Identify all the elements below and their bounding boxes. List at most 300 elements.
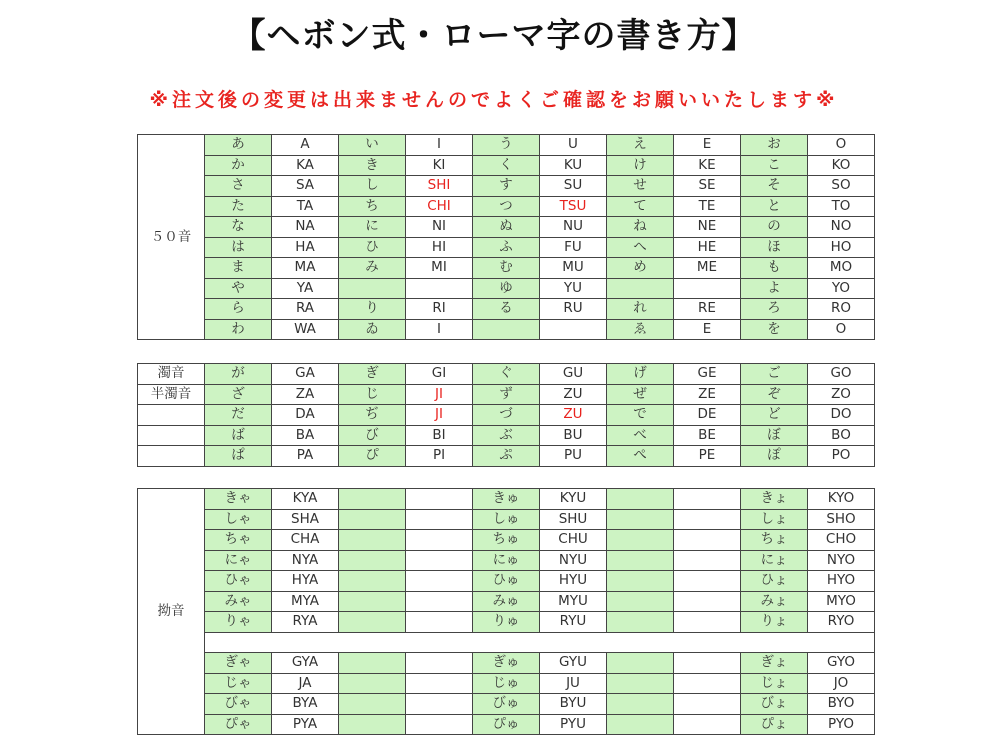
romaji-cell: NE [674,217,741,238]
kana-cell [607,571,674,592]
kana-cell [339,278,406,299]
romaji-cell: DE [674,405,741,426]
kana-cell: け [607,155,674,176]
table-row [138,384,875,405]
romaji-cell [406,591,473,612]
table-row [138,319,875,340]
kana-cell: ぴゅ [473,714,540,735]
romaji-cell: RYA [272,612,339,633]
kana-cell [339,714,406,735]
romaji-cell: DA [272,405,339,426]
romaji-cell: SHU [540,509,607,530]
kana-cell: ほ [741,237,808,258]
romaji-cell: NU [540,217,607,238]
kana-cell [339,673,406,694]
kana-cell: が [205,364,272,385]
romaji-cell: YA [272,278,339,299]
romaji-cell: MA [272,258,339,279]
romaji-cell: PU [540,446,607,467]
romaji-cell: MYA [272,591,339,612]
kana-cell: じょ [741,673,808,694]
section-label: 拗音 [138,489,205,735]
romaji-cell: GI [406,364,473,385]
kana-cell: ゆ [473,278,540,299]
table-row [138,550,875,571]
romaji-cell [406,612,473,633]
romaji-cell: A [272,135,339,156]
kana-cell: ぶ [473,425,540,446]
romaji-cell: HA [272,237,339,258]
romaji-cell: BYA [272,694,339,715]
romaji-cell: ZO [808,384,875,405]
kana-cell: ぴょ [741,714,808,735]
romaji-cell: BE [674,425,741,446]
romaji-cell: NA [272,217,339,238]
romaji-cell: HYU [540,571,607,592]
romaji-cell: SHA [272,509,339,530]
kana-cell [607,591,674,612]
kana-cell: つ [473,196,540,217]
kana-cell: め [607,258,674,279]
kana-cell [339,591,406,612]
romaji-cell: E [674,135,741,156]
kana-cell: な [205,217,272,238]
kana-cell: ば [205,425,272,446]
kana-cell: きゅ [473,489,540,510]
kana-cell [607,714,674,735]
romaji-cell [540,319,607,340]
romaji-cell: SU [540,176,607,197]
kana-cell: ぜ [607,384,674,405]
kana-cell: ぎ [339,364,406,385]
romaji-cell [674,530,741,551]
kana-cell: ゑ [607,319,674,340]
kana-cell: ぽ [741,446,808,467]
romaji-cell: PYA [272,714,339,735]
romaji-cell: GA [272,364,339,385]
table-row [138,673,875,694]
kana-cell: る [473,299,540,320]
romaji-cell: KA [272,155,339,176]
romaji-cell [406,571,473,592]
kana-cell: ど [741,405,808,426]
romaji-cell: GO [808,364,875,385]
row-label [138,425,205,446]
kana-cell: こ [741,155,808,176]
romaji-cell: KYU [540,489,607,510]
romaji-cell: JI [406,384,473,405]
kana-cell: ひょ [741,571,808,592]
romaji-cell: ZE [674,384,741,405]
kana-cell: ぎゃ [205,653,272,674]
romaji-cell [406,673,473,694]
kana-cell: ぞ [741,384,808,405]
romaji-cell: MYU [540,591,607,612]
table-row [138,509,875,530]
romaji-cell: MU [540,258,607,279]
romaji-cell: JI [406,405,473,426]
kana-cell: みゃ [205,591,272,612]
kana-cell: も [741,258,808,279]
romaji-cell [674,714,741,735]
table-row [138,176,875,197]
kana-cell [339,653,406,674]
romaji-cell: BYO [808,694,875,715]
kana-cell: ず [473,384,540,405]
kana-cell: さ [205,176,272,197]
romaji-cell: I [406,135,473,156]
gojuon-table [137,134,875,340]
romaji-cell [406,489,473,510]
table-row [138,632,875,653]
romaji-cell: HYA [272,571,339,592]
kana-cell: や [205,278,272,299]
dakuon-table [137,363,875,467]
kana-cell: にゃ [205,550,272,571]
table-row [138,489,875,510]
kana-cell: だ [205,405,272,426]
romaji-cell [674,591,741,612]
kana-cell: い [339,135,406,156]
spacer-row [205,632,875,653]
romaji-cell: SO [808,176,875,197]
kana-cell: じゅ [473,673,540,694]
table-row [138,612,875,633]
kana-cell: ざ [205,384,272,405]
table-row [138,196,875,217]
kana-cell: み [339,258,406,279]
kana-cell: た [205,196,272,217]
page-title: 【ヘボン式・ローマ字の書き方】 [231,16,757,56]
kana-cell: れ [607,299,674,320]
kana-cell: しゃ [205,509,272,530]
section-label: ５０音 [138,135,205,340]
kana-cell: ちょ [741,530,808,551]
kana-cell: ゐ [339,319,406,340]
kana-cell: ぺ [607,446,674,467]
romaji-cell: RYU [540,612,607,633]
kana-cell [607,694,674,715]
romaji-cell [674,509,741,530]
kana-cell: にゅ [473,550,540,571]
romaji-cell: YO [808,278,875,299]
romaji-cell: WA [272,319,339,340]
kana-cell [339,571,406,592]
romaji-cell: O [808,135,875,156]
table-row [138,694,875,715]
romaji-cell: RYO [808,612,875,633]
romaji-cell: KI [406,155,473,176]
romaji-cell: BU [540,425,607,446]
romaji-cell [406,714,473,735]
yoon-table [137,488,875,735]
romaji-cell: PO [808,446,875,467]
romaji-cell: RE [674,299,741,320]
kana-cell: ぎゅ [473,653,540,674]
romaji-cell [674,550,741,571]
romaji-cell: KU [540,155,607,176]
kana-cell: びょ [741,694,808,715]
kana-cell: そ [741,176,808,197]
kana-cell [339,694,406,715]
kana-cell: ぢ [339,405,406,426]
kana-cell: りゅ [473,612,540,633]
romaji-cell: U [540,135,607,156]
romaji-cell: TSU [540,196,607,217]
romaji-cell: KO [808,155,875,176]
kana-cell: みょ [741,591,808,612]
kana-cell: びゃ [205,694,272,715]
romaji-cell: SA [272,176,339,197]
table-row [138,571,875,592]
kana-cell: ぱ [205,446,272,467]
romaji-cell: MI [406,258,473,279]
romaji-cell: RU [540,299,607,320]
romaji-cell [406,509,473,530]
kana-cell: じ [339,384,406,405]
kana-cell: みゅ [473,591,540,612]
kana-cell: に [339,217,406,238]
table-row [138,425,875,446]
kana-cell [607,509,674,530]
kana-cell: づ [473,405,540,426]
romaji-cell: YU [540,278,607,299]
romaji-cell: PYO [808,714,875,735]
romaji-cell [674,673,741,694]
romaji-cell: PE [674,446,741,467]
kana-cell: べ [607,425,674,446]
romaji-cell: BI [406,425,473,446]
row-label: 濁音 [138,364,205,385]
romaji-cell [674,653,741,674]
table-row [138,155,875,176]
order-notice: ※注文後の変更は出来ませんのでよくご確認をお願いいたします※ [149,89,839,111]
table-row [138,217,875,238]
kana-cell: で [607,405,674,426]
kana-cell [473,319,540,340]
kana-cell: ぷ [473,446,540,467]
kana-cell: にょ [741,550,808,571]
kana-cell: の [741,217,808,238]
romaji-cell [406,550,473,571]
table-row [138,714,875,735]
romaji-cell: CHU [540,530,607,551]
kana-cell: む [473,258,540,279]
romaji-cell: PA [272,446,339,467]
romaji-cell [674,612,741,633]
table-row [138,653,875,674]
romaji-cell: GYA [272,653,339,674]
kana-cell: ちゃ [205,530,272,551]
romaji-cell: JA [272,673,339,694]
romaji-cell: GYO [808,653,875,674]
romaji-cell [406,694,473,715]
kana-cell: て [607,196,674,217]
kana-cell: す [473,176,540,197]
romaji-cell: PYU [540,714,607,735]
kana-cell: え [607,135,674,156]
kana-cell [607,489,674,510]
romaji-cell: CHO [808,530,875,551]
romaji-cell: CHA [272,530,339,551]
romaji-cell: SHI [406,176,473,197]
romaji-cell: KYO [808,489,875,510]
romaji-cell [674,489,741,510]
romaji-cell: KYA [272,489,339,510]
kana-cell: き [339,155,406,176]
romaji-cell: ZA [272,384,339,405]
romaji-cell: GU [540,364,607,385]
romaji-cell: ME [674,258,741,279]
romaji-cell [674,571,741,592]
table-row [138,299,875,320]
kana-cell: お [741,135,808,156]
romaji-cell: SE [674,176,741,197]
kana-cell: りょ [741,612,808,633]
kana-cell: ぎょ [741,653,808,674]
kana-cell: げ [607,364,674,385]
romaji-cell [406,530,473,551]
kana-cell: う [473,135,540,156]
kana-cell: ひゃ [205,571,272,592]
romaji-cell: HO [808,237,875,258]
romaji-cell: KE [674,155,741,176]
romaji-cell: CHI [406,196,473,217]
romaji-cell [406,278,473,299]
romaji-cell: NYA [272,550,339,571]
row-label: 半濁音 [138,384,205,405]
table-row [138,530,875,551]
kana-cell [339,550,406,571]
romaji-cell: RI [406,299,473,320]
kana-cell [339,612,406,633]
kana-cell: く [473,155,540,176]
kana-cell: あ [205,135,272,156]
romaji-cell: MO [808,258,875,279]
romaji-cell: RO [808,299,875,320]
kana-cell: し [339,176,406,197]
kana-cell [339,530,406,551]
kana-cell: ま [205,258,272,279]
kana-cell [607,278,674,299]
kana-cell: ち [339,196,406,217]
romaji-cell: HI [406,237,473,258]
kana-cell: ぬ [473,217,540,238]
table-row [138,278,875,299]
kana-cell: ふ [473,237,540,258]
row-label [138,405,205,426]
kana-cell: ろ [741,299,808,320]
table-row [138,405,875,426]
kana-cell: りゃ [205,612,272,633]
romaji-cell: NYU [540,550,607,571]
romaji-cell: BYU [540,694,607,715]
kana-cell [607,653,674,674]
romaji-cell: JU [540,673,607,694]
kana-cell: びゅ [473,694,540,715]
romaji-cell: FU [540,237,607,258]
romaji-cell: I [406,319,473,340]
kana-cell: は [205,237,272,258]
table-row [138,237,875,258]
kana-cell: ひ [339,237,406,258]
romaji-cell: RA [272,299,339,320]
romaji-cell [674,278,741,299]
kana-cell: せ [607,176,674,197]
kana-cell: を [741,319,808,340]
table-row [138,135,875,156]
kana-cell: と [741,196,808,217]
romaji-cell: TO [808,196,875,217]
romaji-cell: NO [808,217,875,238]
kana-cell: きゃ [205,489,272,510]
kana-cell: ご [741,364,808,385]
kana-cell [607,530,674,551]
kana-cell: わ [205,319,272,340]
kana-cell: しゅ [473,509,540,530]
kana-cell: じゃ [205,673,272,694]
romaji-cell: DO [808,405,875,426]
kana-cell [339,509,406,530]
romaji-cell: GYU [540,653,607,674]
kana-cell: ひゅ [473,571,540,592]
kana-cell: ね [607,217,674,238]
kana-cell: ぴ [339,446,406,467]
table-row [138,364,875,385]
romaji-cell [406,653,473,674]
kana-cell: ら [205,299,272,320]
kana-cell: び [339,425,406,446]
kana-cell: へ [607,237,674,258]
kana-cell [339,489,406,510]
kana-cell: り [339,299,406,320]
kana-cell [607,550,674,571]
romaji-cell: GE [674,364,741,385]
romaji-cell [674,694,741,715]
romaji-cell: TE [674,196,741,217]
romaji-cell: O [808,319,875,340]
kana-cell: ぐ [473,364,540,385]
table-row [138,446,875,467]
romaji-cell: BA [272,425,339,446]
romaji-cell: ZU [540,384,607,405]
kana-cell: きょ [741,489,808,510]
romaji-cell: NI [406,217,473,238]
romaji-cell: MYO [808,591,875,612]
romaji-cell: JO [808,673,875,694]
romaji-cell: BO [808,425,875,446]
table-row [138,258,875,279]
kana-cell [607,673,674,694]
kana-cell: ぼ [741,425,808,446]
romaji-cell: NYO [808,550,875,571]
romaji-cell: ZU [540,405,607,426]
kana-cell: か [205,155,272,176]
kana-cell: ちゅ [473,530,540,551]
kana-cell [607,612,674,633]
kana-cell: ぴゃ [205,714,272,735]
romaji-cell: PI [406,446,473,467]
romaji-cell: SHO [808,509,875,530]
kana-cell: しょ [741,509,808,530]
table-row [138,591,875,612]
romaji-cell: HYO [808,571,875,592]
kana-cell: よ [741,278,808,299]
romaji-cell: HE [674,237,741,258]
romaji-cell: TA [272,196,339,217]
romaji-cell: E [674,319,741,340]
row-label [138,446,205,467]
